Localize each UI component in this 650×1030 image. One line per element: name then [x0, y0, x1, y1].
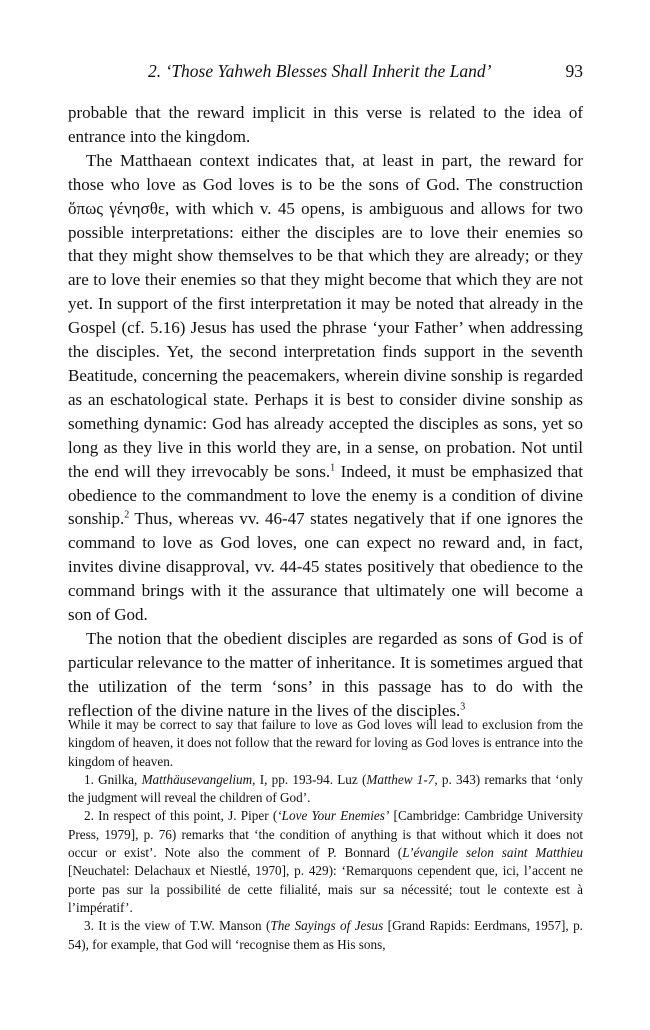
footnote-2-title: ‘Love Your Enemies’: [277, 808, 390, 824]
footnote-3-text-b: [Grand Rapids: Eerdmans, 1957], p. 54), for example, that God will ‘recognise them as His sons,: [68, 918, 583, 952]
footnote-continued: While it may be correct to say that failure to love as God loves will lead to exclusion from the kingdom of heaven, it does not follow that the reward for loving as God loves is entrance into the kingdom of heaven.: [68, 717, 583, 769]
footnote-1-text-c: , p. 343) remarks that ‘only the judgment will reveal the children of God’.: [68, 771, 583, 806]
running-head: [68, 61, 583, 85]
footnote-1-title: Matthäusevangelium: [141, 771, 253, 787]
paragraph-3-text: The notion that the obedient disciples are regarded as sons of God is of particular relevance to the matter of inheritance. It is sometimes argued that the utilization of the term ‘sons’ in this passage has to do with the reflection of the divine nature in the lives of the disciples.: [68, 628, 583, 720]
footnotes: [68, 716, 583, 954]
paragraph-2-part-a: The Matthaean context indicates that, at least in part, the reward for those who love as God loves is to be the sons of God. The construction ὅπως γένησθε, with which v. 45 opens, is ambiguous and allows for two possible interpretations: either the disciples are to love their enemies so that they might show themselves to be that which they are already; or they are to love their enemies so that they might become that which they are not yet. In support of the first interpretation it may be noted that already in the Gospel (cf. 5.16) Jesus has used the phrase ‘your Father’ when addressing the disciples. Yet, the second interpretation finds support in the seventh Beatitude, concerning the peacemakers, wherein divine sonship is regarded as an eschatological state. Perhaps it is best to consider divine sonship as something dynamic: God has already accepted the disciples as sons, yet so long as they live in this world they are, in a sense, on probation. Not until the end will they irrevocably be sons.: [68, 150, 583, 481]
footnote-1-text-b: , I, pp. 193-94. Luz (: [252, 771, 367, 787]
paragraph-2: [68, 149, 583, 627]
footnote-1-title-2: Matthew 1-7: [366, 771, 435, 787]
footnote-1-number: 1.: [84, 771, 94, 787]
footnote-ref-1: 1: [330, 461, 336, 473]
paragraph-3: [68, 627, 583, 723]
footnote-2-title-2: L’évangile selon saint Matthieu: [402, 845, 583, 861]
page-number: 93: [565, 61, 583, 81]
footnote-ref-2: 2: [124, 509, 130, 521]
footnote-2-number: 2.: [84, 808, 94, 824]
paragraph-1: probable that the reward implicit in this verse is related to the idea of entrance into the kingdom.: [68, 103, 583, 146]
footnote-1-text-a: Gnilka,: [93, 771, 142, 787]
footnote-ref-3: 3: [460, 701, 466, 712]
footnote-3-title: The Sayings of Jesus: [270, 918, 384, 934]
footnote-2-text-a: In respect of this point, J. Piper (: [93, 808, 278, 824]
footnote-1: [68, 771, 583, 808]
footnote-3: [68, 917, 583, 954]
footnote-2: [68, 807, 583, 917]
footnote-2-text-b: [Cambridge: Cambridge University Press, 1979], p. 76) remarks that ‘the condition of anything is that without which it does not occur or exist’. Note also the comment of P. Bonnard (: [68, 808, 583, 861]
paragraph-2-part-b: Indeed, it must be emphasized that obedience to the commandment to love the enemy is a condition of divine sonship.: [68, 461, 583, 529]
footnote-3-number: 3.: [84, 918, 94, 934]
footnote-2-text-c: [Neuchatel: Delachaux et Niestlé, 1970], p. 429): ‘Remarquons cependent que, ici, l’accent ne porte pas sur la possibilité de cette filialité, mais sur sa nécessité; tout le contexte est à l’impératif’.: [68, 863, 583, 915]
paragraph-2-part-c: Thus, whereas vv. 46-47 states negatively that if one ignores the command to love as God loves, one can expect no reward and, in fact, invites divine disapproval, vv. 44-45 states positively that obedience to the command brings with it the assurance that ultimately one will become a son of God.: [68, 509, 583, 625]
chapter-title: 2. ‘Those Yahweh Blesses Shall Inherit the Land’: [148, 61, 492, 81]
main-text: [68, 101, 583, 723]
footnote-3-text-a: It is the view of T.W. Manson (: [93, 918, 271, 934]
